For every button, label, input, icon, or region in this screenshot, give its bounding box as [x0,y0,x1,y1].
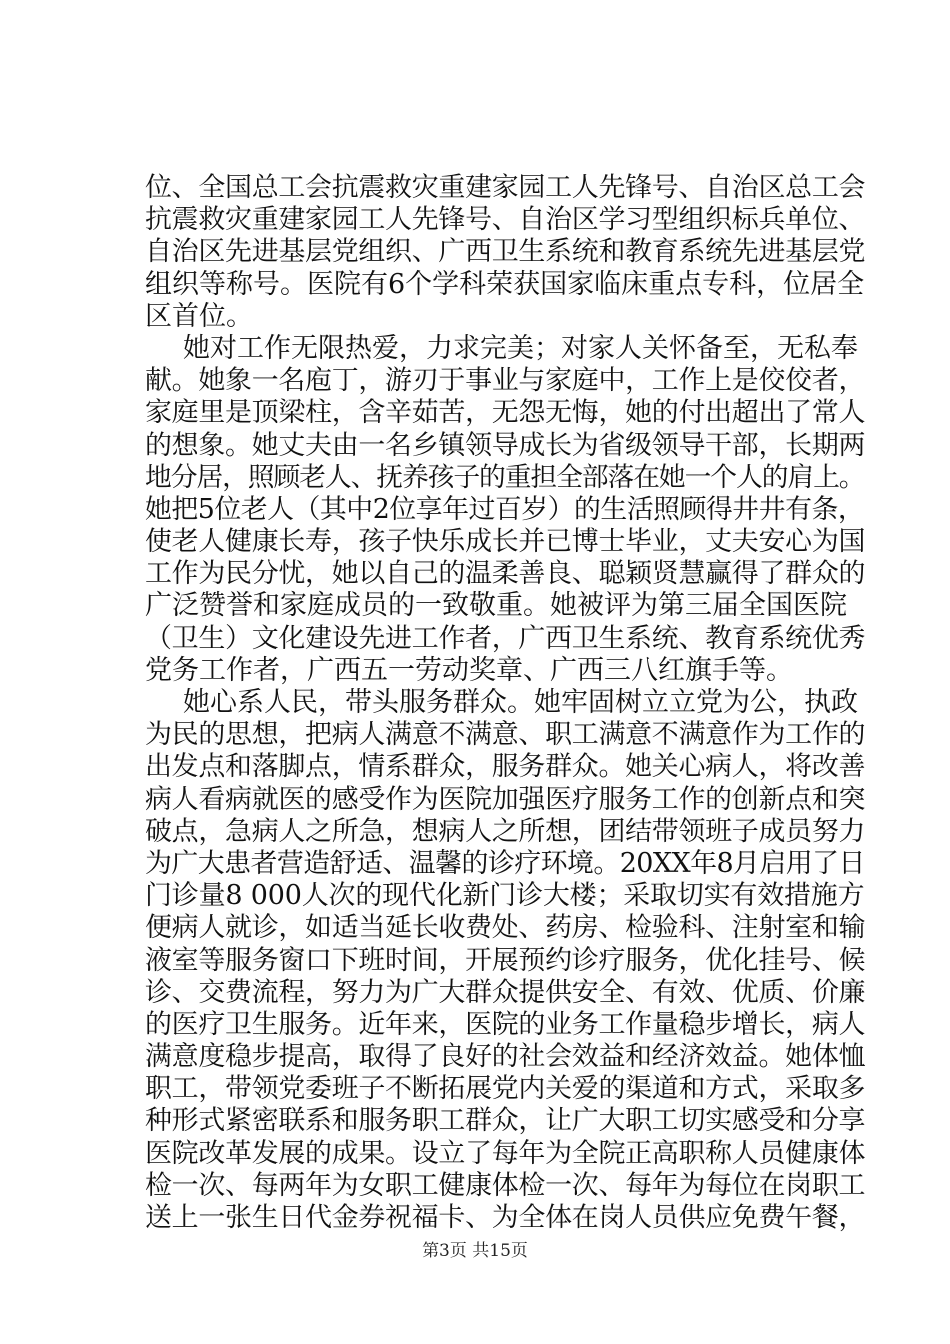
text-line: 病人看病就医的感受作为医院加强医疗服务工作的创新点和突 [145,783,866,815]
text-line: 位、全国总工会抗震救灾重建家园工人先锋号、自治区总工会 [145,172,866,203]
text-line: 出发点和落脚点，情系群众，服务群众。她关心病人，将改善 [145,751,866,783]
text-line: 使老人健康长寿，孩子快乐成长并已博士毕业，丈夫安心为国 [145,526,866,558]
text-line: 区首位。 [145,300,253,332]
text-line: 家庭里是顶梁柱，含辛茹苦，无怨无悔，她的付出超出了常人 [145,397,866,429]
document-body [145,172,865,1234]
text-line: 献。她象一名庖丁，游刃于事业与家庭中，工作上是佼佼者， [145,365,866,397]
text-line: 便病人就诊，如适当延长收费处、药房、检验科、注射室和输 [145,912,866,944]
text-line: 为民的思想，把病人满意不满意、职工满意不满意作为工作的 [145,719,866,751]
text-line: 工作为民分忧，她以自己的温柔善良、聪颖贤慧赢得了群众的 [145,558,866,590]
text-line: 自治区先进基层党组织、广西卫生系统和教育系统先进基层党 [145,236,866,268]
paragraph-start-line: 她心系人民，带头服务群众。她牢固树立立党为公，执政 [183,687,858,718]
text-line: 她把5位老人（其中2位享年过百岁）的生活照顾得井井有条， [145,493,865,525]
text-line: 的想象。她丈夫由一名乡镇领导成长为省级领导干部，长期两 [145,429,866,461]
text-line: 诊、交费流程，努力为广大群众提供安全、有效、优质、价廉 [145,976,866,1008]
text-line: 液室等服务窗口下班时间，开展预约诊疗服务，优化挂号、候 [145,944,866,976]
text-line: 抗震救灾重建家园工人先锋号、自治区学习型组织标兵单位、 [145,204,866,236]
text-line: 为广大患者营造舒适、温馨的诊疗环境。20XX年8月启用了日 [145,847,865,879]
text-line: 破点，急病人之所急，想病人之所想，团结带领班子成员努力 [145,815,866,847]
text-line: 门诊量8 000人次的现代化新门诊大楼；采取切实有效措施方 [145,880,865,912]
text-line: （卫生）文化建设先进工作者，广西卫生系统、教育系统优秀 [145,622,866,654]
text-line: 职工，带领党委班子不断拓展党内关爱的渠道和方式，采取多 [145,1073,866,1105]
text-line: 满意度稳步提高，取得了良好的社会效益和经济效益。她体恤 [145,1041,866,1073]
text-line: 党务工作者，广西五一劳动奖章、广西三八红旗手等。 [145,654,793,686]
text-line: 地分居，照顾老人、抚养孩子的重担全部落在她一个人的肩上。 [145,461,865,493]
paragraph-start-line: 她对工作无限热爱，力求完美；对家人关怀备至，无私奉 [183,332,858,364]
text-line: 广泛赞誉和家庭成员的一致敬重。她被评为第三届全国医院 [145,590,847,622]
text-line: 检一次、每两年为女职工健康体检一次、每年为每位在岗职工 [145,1169,866,1201]
text-line: 的医疗卫生服务。近年来，医院的业务工作量稳步增长，病人 [145,1008,866,1040]
text-line: 医院改革发展的成果。设立了每年为全院正高职称人员健康体 [145,1137,866,1169]
page-number-footer: 第3页 共15页 [422,1241,528,1261]
text-line: 种形式紧密联系和服务职工群众，让广大职工切实感受和分享 [145,1105,866,1137]
text-line: 组织等称号。医院有6个学科荣获国家临床重点专科，位居全 [145,268,865,300]
text-line: 送上一张生日代金券祝福卡、为全体在岗人员供应免费午餐， [145,1202,866,1233]
